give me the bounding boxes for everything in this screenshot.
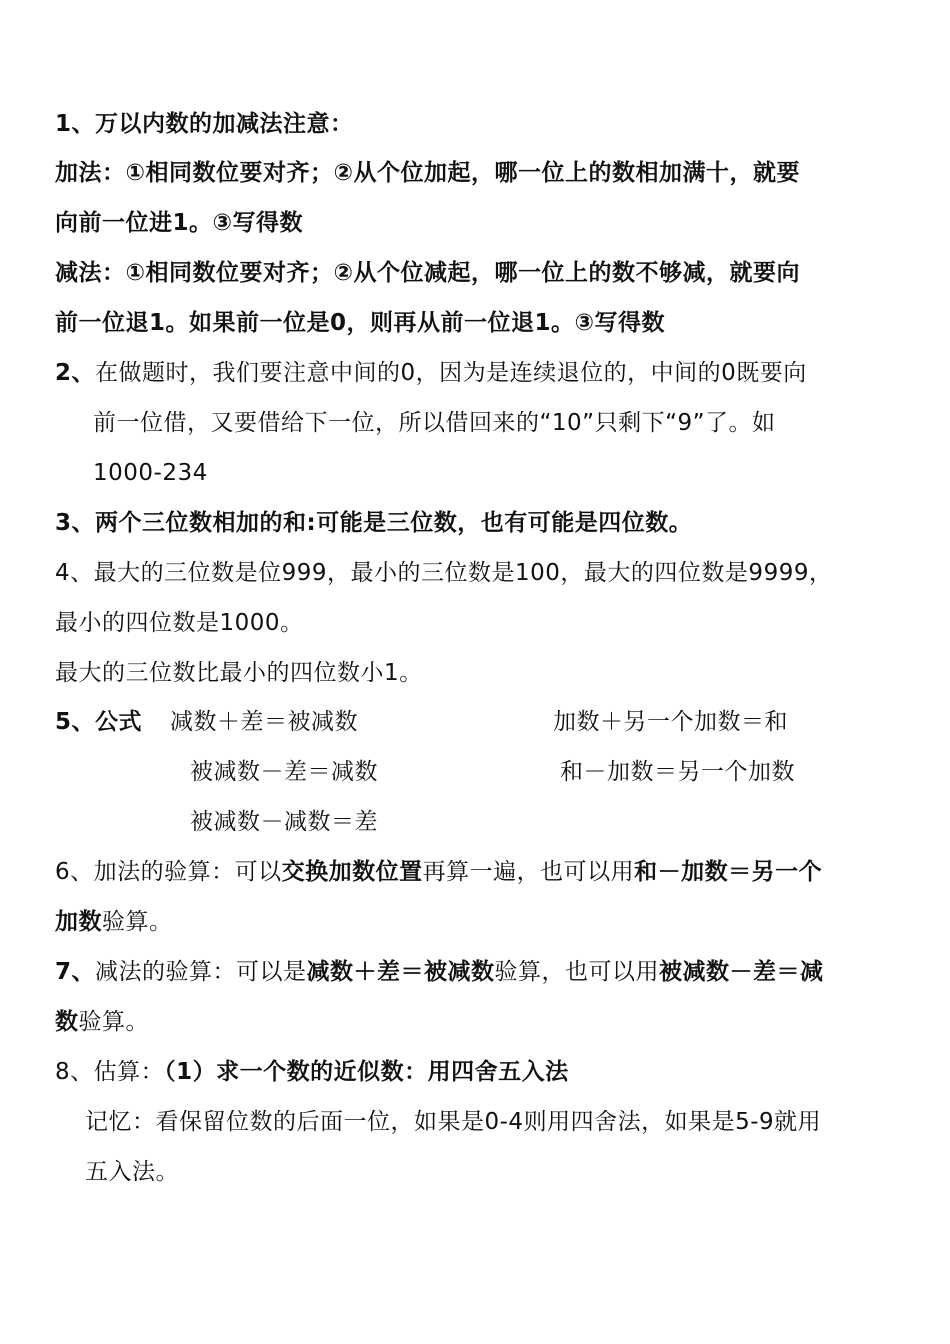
formula-3: 被减数－差＝减数 xyxy=(190,759,378,785)
section-1-title: 1、万以内数的加减法注意： xyxy=(55,111,354,137)
addition-rule-line-1: 加法：①相同数位要对齐；②从个位加起，哪一位上的数相加满十，就要 xyxy=(55,160,800,186)
section-4-line-3: 最大的三位数比最小的四位数小1。 xyxy=(55,660,423,686)
section-4-line-1: 4、最大的三位数是位999，最小的三位数是100，最大的四位数是9999， xyxy=(55,560,833,586)
section-6-text-1: 6、加法的验算：可以 xyxy=(55,859,282,885)
section-2-line-3: 1000-234 xyxy=(93,460,208,486)
section-6-text-2: 再算一遍，也可以用 xyxy=(422,859,635,885)
section-7-text-2: 验算，也可以用 xyxy=(494,959,660,985)
section-8-memo-line-2: 五入法。 xyxy=(85,1159,179,1185)
section-4-line-2: 最小的四位数是1000。 xyxy=(55,610,304,636)
section-6-bold-1: 交换加数位置 xyxy=(281,859,423,885)
section-7-number: 7、 xyxy=(55,959,96,985)
section-6-line-1 xyxy=(55,857,822,887)
formula-2: 加数＋另一个加数＝和 xyxy=(553,709,788,735)
section-2-line-1 xyxy=(55,358,807,388)
section-6-line-2 xyxy=(55,907,173,937)
section-8-line-1 xyxy=(55,1057,569,1087)
formula-1: 减数＋差＝被减数 xyxy=(170,709,358,735)
section-7-text-3: 验算。 xyxy=(78,1009,149,1035)
section-7-line-1 xyxy=(55,957,824,987)
section-6-bold-2: 和－加数＝另一个 xyxy=(634,859,823,885)
section-8-memo-line-1: 记忆：看保留位数的后面一位，如果是0-4则用四舍法，如果是5-9就用 xyxy=(85,1109,822,1135)
section-8-text-1: 8、估算： xyxy=(55,1059,165,1085)
addition-rule-line-2: 向前一位进1。③写得数 xyxy=(55,210,303,236)
section-2-text-1: 在做题时，我们要注意中间的0，因为是连续退位的，中间的0既要向 xyxy=(95,360,807,386)
section-7-line-2 xyxy=(55,1007,149,1037)
section-6-text-3: 验算。 xyxy=(102,909,173,935)
section-6-bold-3: 加数 xyxy=(55,909,102,935)
formula-label: 5、公式 xyxy=(55,709,143,735)
section-3: 3、两个三位数相加的和:可能是三位数，也有可能是四位数。 xyxy=(55,510,693,536)
section-7-bold-1: 减数＋差＝被减数 xyxy=(306,959,495,985)
section-7-bold-3: 数 xyxy=(55,1009,79,1035)
formula-4: 和－加数＝另一个加数 xyxy=(560,759,795,785)
section-2-number: 2、 xyxy=(55,360,96,386)
section-2-line-2: 前一位借，又要借给下一位，所以借回来的“10”只剩下“9”了。如 xyxy=(93,410,776,436)
formula-5: 被减数－减数＝差 xyxy=(190,809,378,835)
subtraction-rule-line-2: 前一位退1。如果前一位是0，则再从前一位退1。③写得数 xyxy=(55,310,665,336)
section-7-bold-2: 被减数－差＝减 xyxy=(659,959,824,985)
subtraction-rule-line-1: 减法：①相同数位要对齐；②从个位减起，哪一位上的数不够减，就要向 xyxy=(55,260,800,286)
section-8-bold-1: （1）求一个数的近似数：用四舍五入法 xyxy=(164,1059,569,1085)
section-7-text-1: 减法的验算：可以是 xyxy=(95,959,307,985)
